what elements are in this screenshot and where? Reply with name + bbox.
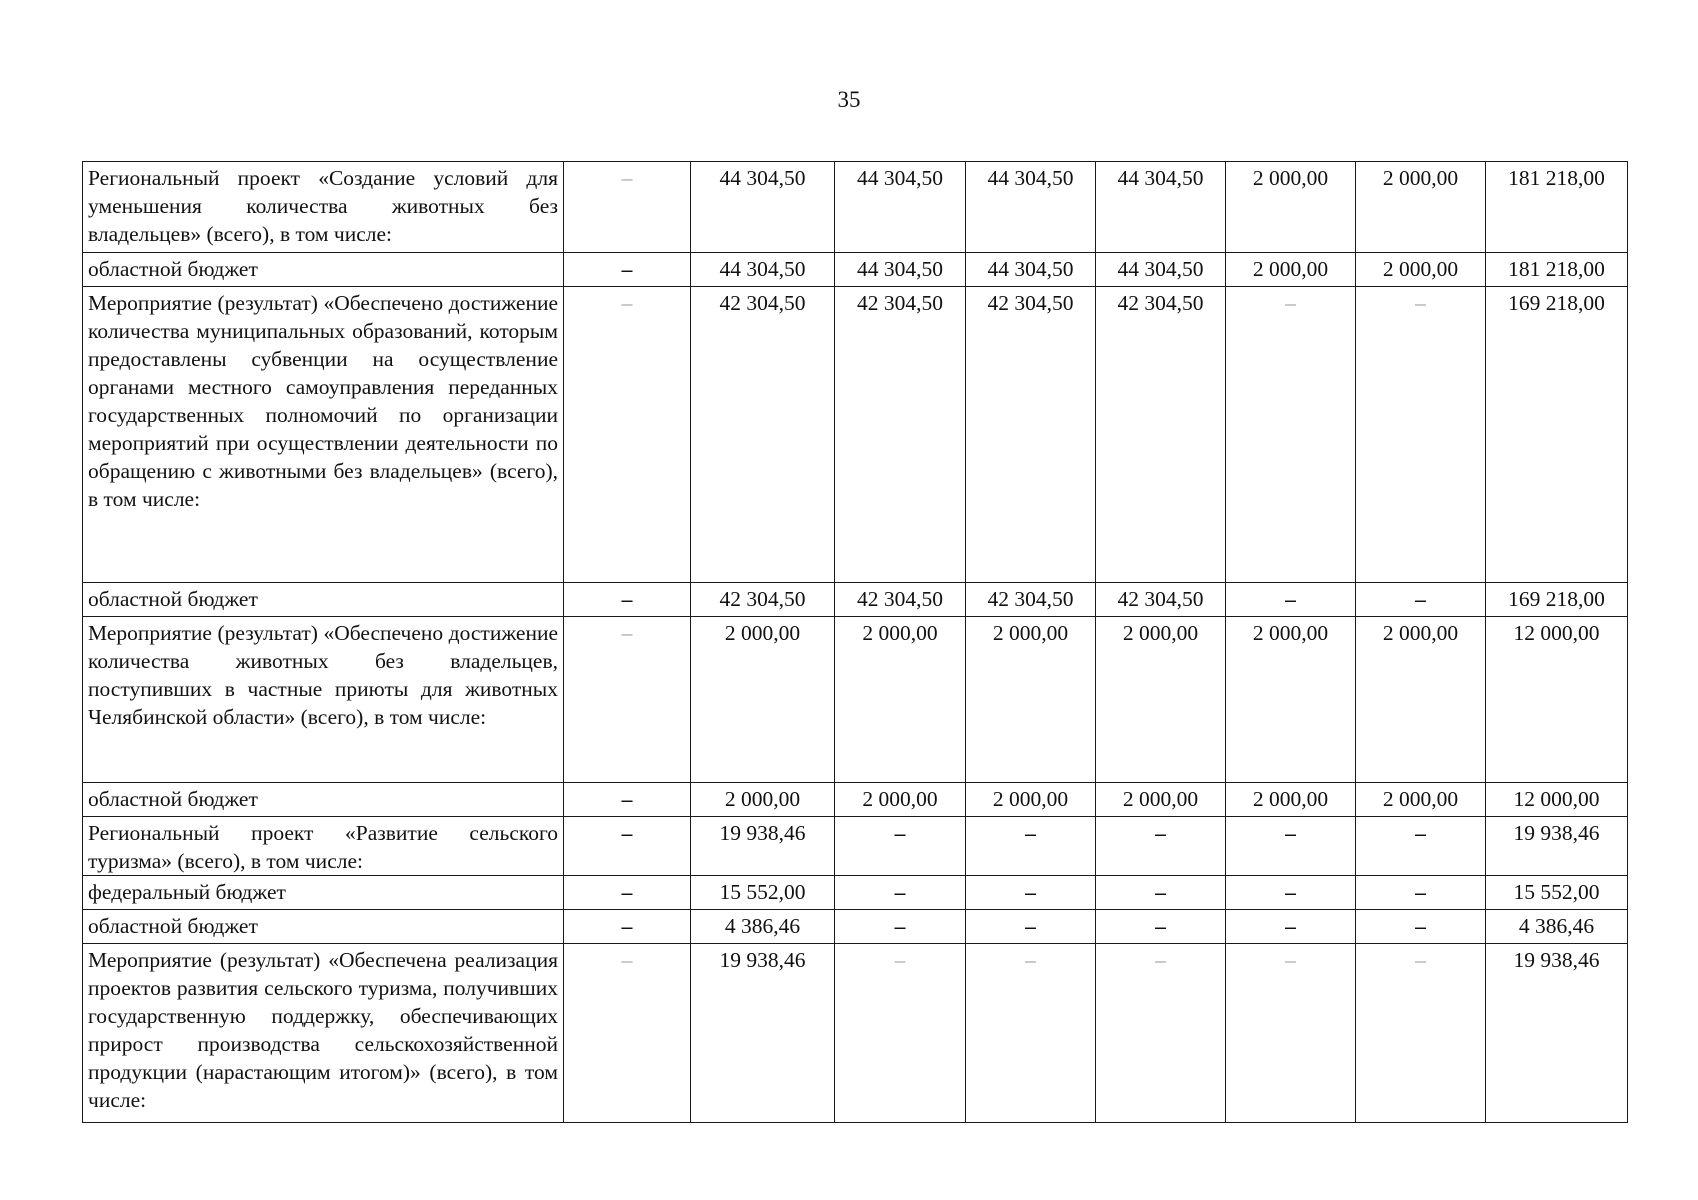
- value-cell: [1226, 162, 1356, 253]
- value-cell: [1096, 583, 1226, 617]
- value-cell: [691, 944, 835, 1123]
- value-cell: [1096, 617, 1226, 783]
- value-cell: [966, 783, 1096, 817]
- dash-cell: [966, 817, 1096, 876]
- dash-mark: –: [621, 257, 633, 281]
- dash-cell: [564, 876, 691, 910]
- value-cell: [691, 617, 835, 783]
- amount-value: 4 386,46: [1518, 914, 1595, 938]
- amount-value: 2 000,00: [724, 787, 801, 811]
- value-cell: [1096, 287, 1226, 583]
- dash-cell: [1096, 944, 1226, 1123]
- dash-mark: –: [1415, 291, 1426, 315]
- value-cell: [1096, 783, 1226, 817]
- dash-cell: [1226, 944, 1356, 1123]
- dash-mark: –: [1025, 880, 1036, 904]
- value-cell: [835, 783, 966, 817]
- value-cell: [966, 162, 1096, 253]
- amount-value: 2 000,00: [1382, 166, 1459, 190]
- dash-cell: [966, 876, 1096, 910]
- amount-value: 42 304,50: [987, 587, 1074, 611]
- amount-value: 2 000,00: [1252, 166, 1329, 190]
- dash-cell: [1356, 910, 1486, 944]
- dash-cell: [1356, 583, 1486, 617]
- amount-value: 2 000,00: [1122, 787, 1199, 811]
- value-cell: [966, 583, 1096, 617]
- dash-cell: [966, 944, 1096, 1123]
- row-name-cell: Мероприятие (результат) «Обеспечена реализация проектов развития сельского туризма, получивших государственную поддержку, обеспечивающих прирост производства сельскохозяйственной продукции (нарастающим итогом)» (всего), в том числе:: [83, 944, 564, 1123]
- dash-cell: [564, 162, 691, 253]
- amount-value: 42 304,50: [987, 291, 1074, 315]
- amount-value: 2 000,00: [1382, 621, 1459, 645]
- dash-mark: –: [1155, 948, 1166, 972]
- amount-value: 2 000,00: [1252, 787, 1329, 811]
- value-cell: [691, 817, 835, 876]
- amount-value: 44 304,50: [857, 257, 943, 281]
- value-cell: [835, 617, 966, 783]
- amount-value: 42 304,50: [857, 291, 943, 315]
- amount-value: 2 000,00: [1252, 621, 1329, 645]
- dash-cell: [835, 910, 966, 944]
- amount-value: 2 000,00: [1382, 257, 1459, 281]
- dash-cell: [564, 783, 691, 817]
- value-cell: [691, 583, 835, 617]
- dash-mark: –: [621, 880, 633, 904]
- value-cell: [1486, 617, 1628, 783]
- amount-value: 2 000,00: [992, 787, 1069, 811]
- amount-value: 4 386,46: [724, 914, 801, 938]
- dash-cell: [1356, 944, 1486, 1123]
- value-cell: [835, 583, 966, 617]
- amount-value: 2 000,00: [1382, 787, 1459, 811]
- amount-value: 181 218,00: [1508, 166, 1605, 190]
- amount-value: 42 304,50: [857, 587, 943, 611]
- amount-value: 181 218,00: [1508, 257, 1605, 281]
- value-cell: [966, 253, 1096, 287]
- row-name-cell: Региональный проект «Создание условий для уменьшения количества животных без владельцев» (всего), в том числе:: [83, 162, 564, 253]
- table-row: [83, 253, 1628, 287]
- amount-value: 19 938,46: [1513, 821, 1600, 845]
- value-cell: [1226, 783, 1356, 817]
- row-name-cell: областной бюджет: [83, 783, 564, 817]
- value-cell: [1356, 253, 1486, 287]
- dash-cell: [1096, 910, 1226, 944]
- dash-mark: –: [894, 914, 906, 938]
- budget-table: [82, 161, 1628, 1123]
- table-row: [83, 617, 1628, 783]
- amount-value: 2 000,00: [992, 621, 1069, 645]
- dash-mark: –: [621, 821, 633, 845]
- value-cell: [1356, 783, 1486, 817]
- amount-value: 42 304,50: [719, 587, 806, 611]
- dash-mark: –: [1285, 821, 1296, 845]
- dash-cell: [564, 910, 691, 944]
- dash-mark: –: [621, 621, 633, 645]
- value-cell: [1486, 876, 1628, 910]
- dash-mark: –: [894, 821, 906, 845]
- value-cell: [835, 287, 966, 583]
- value-cell: [835, 162, 966, 253]
- dash-cell: [1226, 817, 1356, 876]
- value-cell: [835, 253, 966, 287]
- dash-mark: –: [1415, 587, 1426, 611]
- amount-value: 15 552,00: [719, 880, 806, 904]
- value-cell: [691, 162, 835, 253]
- dash-mark: –: [1415, 821, 1426, 845]
- value-cell: [1096, 253, 1226, 287]
- dash-cell: [1226, 910, 1356, 944]
- dash-mark: –: [1285, 914, 1296, 938]
- dash-cell: [564, 617, 691, 783]
- budget-table-body: [83, 162, 1628, 1123]
- amount-value: 169 218,00: [1508, 291, 1605, 315]
- dash-mark: –: [1025, 948, 1036, 972]
- amount-value: 44 304,50: [719, 257, 806, 281]
- row-name-cell: областной бюджет: [83, 583, 564, 617]
- dash-mark: –: [1025, 914, 1036, 938]
- amount-value: 42 304,50: [719, 291, 806, 315]
- value-cell: [691, 876, 835, 910]
- table-row: [83, 583, 1628, 617]
- amount-value: 19 938,46: [719, 948, 806, 972]
- table-row: [83, 910, 1628, 944]
- value-cell: [691, 253, 835, 287]
- amount-value: 2 000,00: [724, 621, 801, 645]
- amount-value: 42 304,50: [1117, 587, 1204, 611]
- row-name-cell: Мероприятие (результат) «Обеспечено достижение количества муниципальных образований, которым предоставлены субвенции на осуществление органами местного самоуправления переданных государственных полномочий по организации мероприятий при осуществлении деятельности по обращению с животными без владельцев» (всего), в том числе:: [83, 287, 564, 583]
- dash-mark: –: [621, 914, 633, 938]
- dash-cell: [1096, 817, 1226, 876]
- dash-mark: –: [1285, 880, 1296, 904]
- value-cell: [1486, 253, 1628, 287]
- dash-mark: –: [894, 948, 906, 972]
- dash-mark: –: [1025, 821, 1036, 845]
- value-cell: [1486, 944, 1628, 1123]
- row-name-cell: областной бюджет: [83, 910, 564, 944]
- value-cell: [1486, 817, 1628, 876]
- dash-cell: [835, 817, 966, 876]
- dash-cell: [564, 583, 691, 617]
- dash-cell: [1356, 876, 1486, 910]
- value-cell: [691, 287, 835, 583]
- value-cell: [1486, 910, 1628, 944]
- table-row: [83, 287, 1628, 583]
- amount-value: 2 000,00: [862, 787, 938, 811]
- dash-mark: –: [1285, 948, 1296, 972]
- amount-value: 19 938,46: [719, 821, 806, 845]
- table-row: [83, 876, 1628, 910]
- table-row: [83, 162, 1628, 253]
- dash-mark: –: [1285, 587, 1296, 611]
- dash-cell: [1226, 583, 1356, 617]
- row-name-cell: федеральный бюджет: [83, 876, 564, 910]
- table-row: [83, 783, 1628, 817]
- row-name-cell: областной бюджет: [83, 253, 564, 287]
- dash-cell: [835, 876, 966, 910]
- dash-cell: [564, 253, 691, 287]
- value-cell: [1486, 783, 1628, 817]
- page-number: 35: [837, 87, 861, 112]
- value-cell: [1226, 617, 1356, 783]
- row-name-cell: Мероприятие (результат) «Обеспечено достижение количества животных без владельцев, поступивших в частные приюты для животных Челябинской области» (всего), в том числе:: [83, 617, 564, 783]
- amount-value: 42 304,50: [1117, 291, 1204, 315]
- value-cell: [1486, 162, 1628, 253]
- value-cell: [691, 783, 835, 817]
- dash-mark: –: [1415, 914, 1426, 938]
- value-cell: [1486, 583, 1628, 617]
- dash-cell: [1356, 817, 1486, 876]
- amount-value: 19 938,46: [1513, 948, 1600, 972]
- row-name-cell: Региональный проект «Развитие сельского туризма» (всего), в том числе:: [83, 817, 564, 876]
- amount-value: 44 304,50: [987, 166, 1074, 190]
- amount-value: 44 304,50: [987, 257, 1074, 281]
- amount-value: 2 000,00: [862, 621, 938, 645]
- dash-cell: [966, 910, 1096, 944]
- dash-cell: [564, 287, 691, 583]
- amount-value: 169 218,00: [1508, 587, 1605, 611]
- amount-value: 12 000,00: [1513, 621, 1600, 645]
- dash-mark: –: [1285, 291, 1296, 315]
- amount-value: 12 000,00: [1513, 787, 1600, 811]
- dash-mark: –: [621, 587, 633, 611]
- dash-mark: –: [621, 948, 633, 972]
- value-cell: [1356, 162, 1486, 253]
- dash-cell: [564, 817, 691, 876]
- dash-mark: –: [621, 291, 633, 315]
- value-cell: [1096, 162, 1226, 253]
- dash-mark: –: [1155, 914, 1166, 938]
- amount-value: 44 304,50: [1117, 257, 1204, 281]
- amount-value: 15 552,00: [1513, 880, 1600, 904]
- value-cell: [966, 287, 1096, 583]
- dash-cell: [1356, 287, 1486, 583]
- dash-cell: [1226, 287, 1356, 583]
- table-row: [83, 817, 1628, 876]
- amount-value: 44 304,50: [719, 166, 806, 190]
- value-cell: [1356, 617, 1486, 783]
- dash-mark: –: [894, 880, 906, 904]
- dash-mark: –: [1415, 880, 1426, 904]
- dash-mark: –: [1415, 948, 1426, 972]
- value-cell: [966, 617, 1096, 783]
- value-cell: [1226, 253, 1356, 287]
- amount-value: 2 000,00: [1252, 257, 1329, 281]
- dash-mark: –: [621, 166, 633, 190]
- value-cell: [691, 910, 835, 944]
- amount-value: 44 304,50: [857, 166, 943, 190]
- dash-mark: –: [1155, 880, 1166, 904]
- table-row: [83, 944, 1628, 1123]
- amount-value: 2 000,00: [1122, 621, 1199, 645]
- amount-value: 44 304,50: [1117, 166, 1204, 190]
- value-cell: [1486, 287, 1628, 583]
- dash-cell: [1096, 876, 1226, 910]
- dash-cell: [1226, 876, 1356, 910]
- dash-cell: [564, 944, 691, 1123]
- dash-cell: [835, 944, 966, 1123]
- dash-mark: –: [621, 787, 633, 811]
- dash-mark: –: [1155, 821, 1166, 845]
